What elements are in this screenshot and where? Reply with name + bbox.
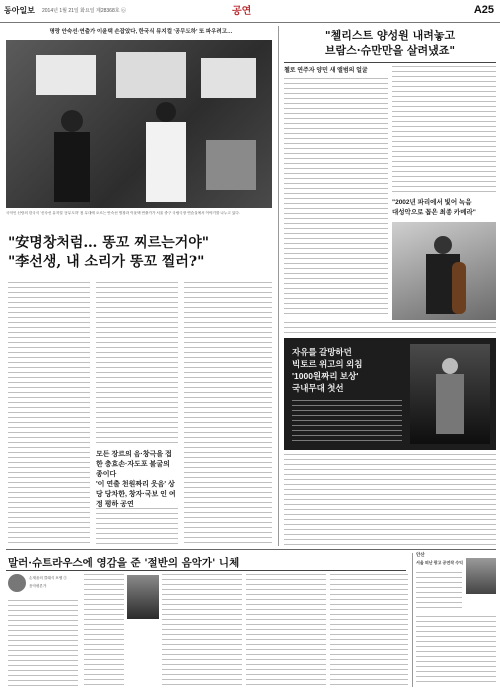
brief-body-1 (416, 572, 462, 612)
person-figure (54, 132, 90, 202)
calligraphy-banner (201, 58, 256, 98)
ad-body-text (292, 400, 402, 444)
right-body-column-2 (392, 66, 496, 194)
lead-body-column-1 (8, 282, 90, 544)
right-subhead: 첼로 연주자 양민 새 앨범의 얼굴 (284, 68, 368, 74)
lead-headline (8, 234, 274, 272)
headline-rule (284, 62, 496, 63)
section-title: 공연 (232, 6, 252, 17)
ad-line-1: 자유를 갈망하던 (292, 347, 352, 357)
ad-box (284, 338, 496, 450)
lead-kicker: 명랑 안숙선·연출가 이윤택 손잡았다, 한국식 뮤지컬 '공무도하' 또 파우려고… (49, 29, 233, 35)
right-quote-line-2: 대성악으로 꼽은 최종 카메라" (392, 209, 476, 216)
page-header (0, 0, 500, 23)
right-headline (284, 28, 496, 58)
person-figure (146, 122, 186, 202)
lead-headline-line-2: "李선생, 내 소리가 똥꼬 찔러?" (8, 254, 205, 270)
right-headline-line-2: 브람스·슈만만을 살려냈죠" (324, 44, 456, 57)
right-quote (392, 198, 496, 218)
nietzsche-portrait (127, 575, 159, 619)
columnist-title: 음악평론가 (29, 584, 47, 588)
bottom-body-column-1 (8, 600, 78, 686)
right-body-tail (284, 322, 496, 334)
person-figure (442, 358, 458, 374)
ad-line-3: '1000원짜리 보상' (292, 371, 359, 381)
column-divider (278, 26, 279, 546)
bottom-headline: 말러·슈트라우스에 영감을 준 '절반의 음악가' 니체 (8, 557, 240, 569)
lead-body-column-3 (184, 282, 272, 544)
bottom-headline-rule (6, 570, 406, 571)
calligraphy-banner (36, 55, 96, 95)
brief-photo (466, 558, 496, 594)
person-figure (436, 374, 464, 434)
right-body-column-1 (284, 78, 388, 318)
columnist-avatar (8, 574, 26, 592)
brief-title: 서울 떠난 광고 공연작 수익 (416, 560, 463, 565)
brief-label: 안산 (416, 552, 425, 557)
bottom-divider (412, 553, 413, 687)
ad-line-2: 빅토르 위고의 외침 (292, 359, 363, 369)
lead-body-column-2 (96, 282, 178, 447)
bottom-body-column-5 (330, 574, 408, 686)
person-figure (434, 236, 452, 254)
photo-caption: 국악인 신랑의 한국식 '신숙선 뮤지컬 '공무도하' 첫 무대에 오르는 안숙선 명창과 이윤택 연출가가 서울 중구 국립극장 연습실에서 이야기를 나누고 있다. (6, 211, 240, 215)
lead-photo (6, 40, 272, 208)
lead-subhead-1: 모든 장르의 음·창극을 접한 충효손·자도포 불굴의 종이다 (96, 451, 172, 478)
cello-shape (452, 262, 466, 314)
lead-body-column-2b (96, 508, 178, 544)
person-figure (206, 140, 256, 190)
ad-title (292, 346, 402, 394)
calligraphy-banner (116, 52, 186, 98)
lead-headline-line-1: "安명창처럼… 똥꼬 찌르는거야" (8, 235, 210, 251)
newspaper-logo: 동아일보 (4, 6, 35, 15)
bottom-body-column-3 (162, 574, 242, 686)
bottom-body-column-4 (246, 574, 326, 686)
right-quote-line-1: "2002년 파리에서 빛어 녹음 (392, 199, 472, 206)
column-label: 손재윤의 클래식 포엠 ⑤ (29, 576, 67, 580)
issue-date: 2014년 1월 21일 화요일 제28368호 ⑥ (42, 8, 126, 14)
lead-subhead-2: '이 연출 천원짜리 웃음' 상당 당차한, 창자·국보 인 여정 평하 공연 (96, 481, 176, 508)
brief-body-2 (416, 616, 496, 686)
right-headline-line-1: "첼리스트 양성원 내려놓고 (324, 29, 456, 42)
person-figure (61, 110, 83, 132)
ad-photo (410, 344, 490, 444)
column-badge (8, 574, 78, 598)
ad-line-4: 국내무대 첫선 (292, 383, 344, 393)
bottom-body-column-2 (84, 574, 124, 686)
cellist-photo (392, 222, 496, 320)
person-figure (156, 102, 176, 122)
section-divider (6, 549, 496, 550)
page-number: A25 (473, 4, 494, 16)
ad-story-body (284, 454, 496, 546)
